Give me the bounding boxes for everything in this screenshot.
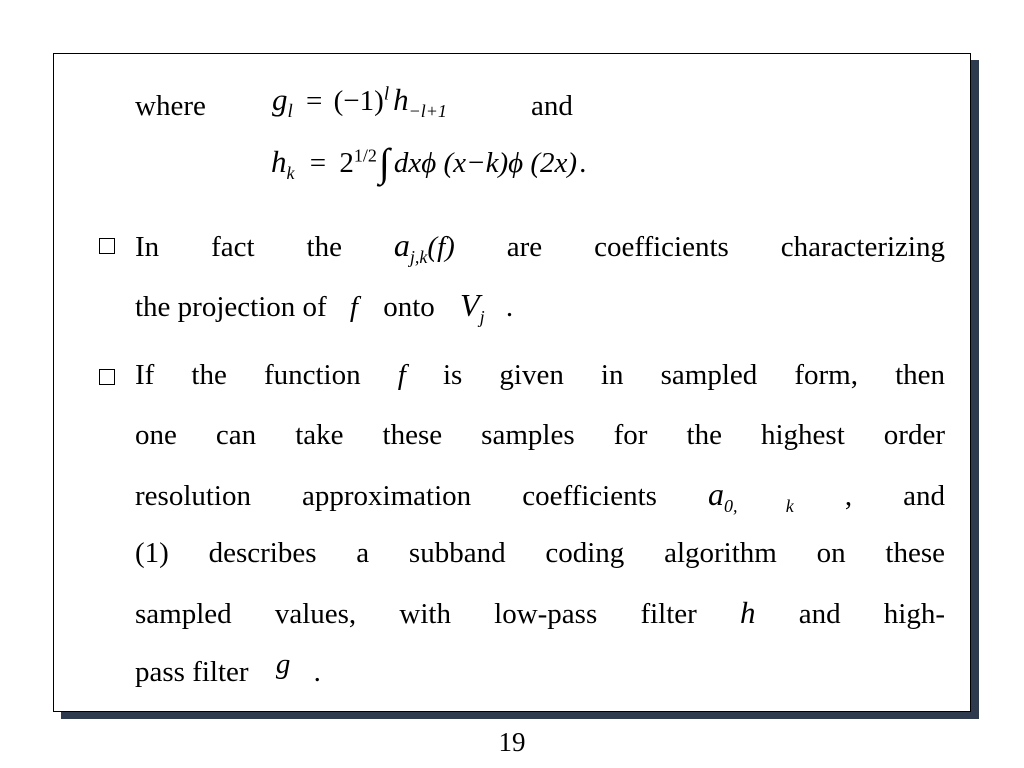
bullet2-line5: sampled values, with low-pass filter h and high- bbox=[135, 595, 946, 630]
bullet2-line4: (1) describes a subband coding algorithm on these bbox=[135, 537, 945, 569]
where-word: where bbox=[135, 90, 206, 122]
integral-sign: ∫ bbox=[378, 140, 390, 185]
bullet1-line1: In fact the $a_{j,k}(f)$ are coefficients characterizing bbox=[135, 227, 945, 267]
bullet2-line1: If the function f is given in sampled form, then bbox=[135, 359, 946, 391]
bullet2-line6: pass filter g . bbox=[135, 648, 321, 688]
equation-g: $g_l = (-1)^l$ $h_{-l+1}$ bbox=[272, 82, 447, 122]
coefficient-a-0k: $a_{0, k}$ bbox=[707, 476, 794, 516]
bullet2-line3: resolution approximation coefficients $a_{0, k}$ , and bbox=[135, 476, 945, 516]
subspace-V-j: $V_j$ bbox=[460, 287, 485, 327]
page-number: 19 bbox=[498, 727, 526, 757]
bullet1-line2: the projection of f onto $V_j$ . bbox=[135, 287, 514, 327]
bullet-square-icon bbox=[99, 369, 115, 385]
equation-h: $h_k = 2^{1/2}\int$ dxϕ (x−k)ϕ (2x). bbox=[271, 140, 587, 185]
and-word: and bbox=[531, 90, 573, 122]
bullet2-line2: one can take these samples for the highest order bbox=[135, 419, 945, 451]
coefficient-a-jk: $a_{j,k}(f)$ bbox=[393, 227, 455, 267]
bullet-square-icon bbox=[99, 238, 115, 254]
